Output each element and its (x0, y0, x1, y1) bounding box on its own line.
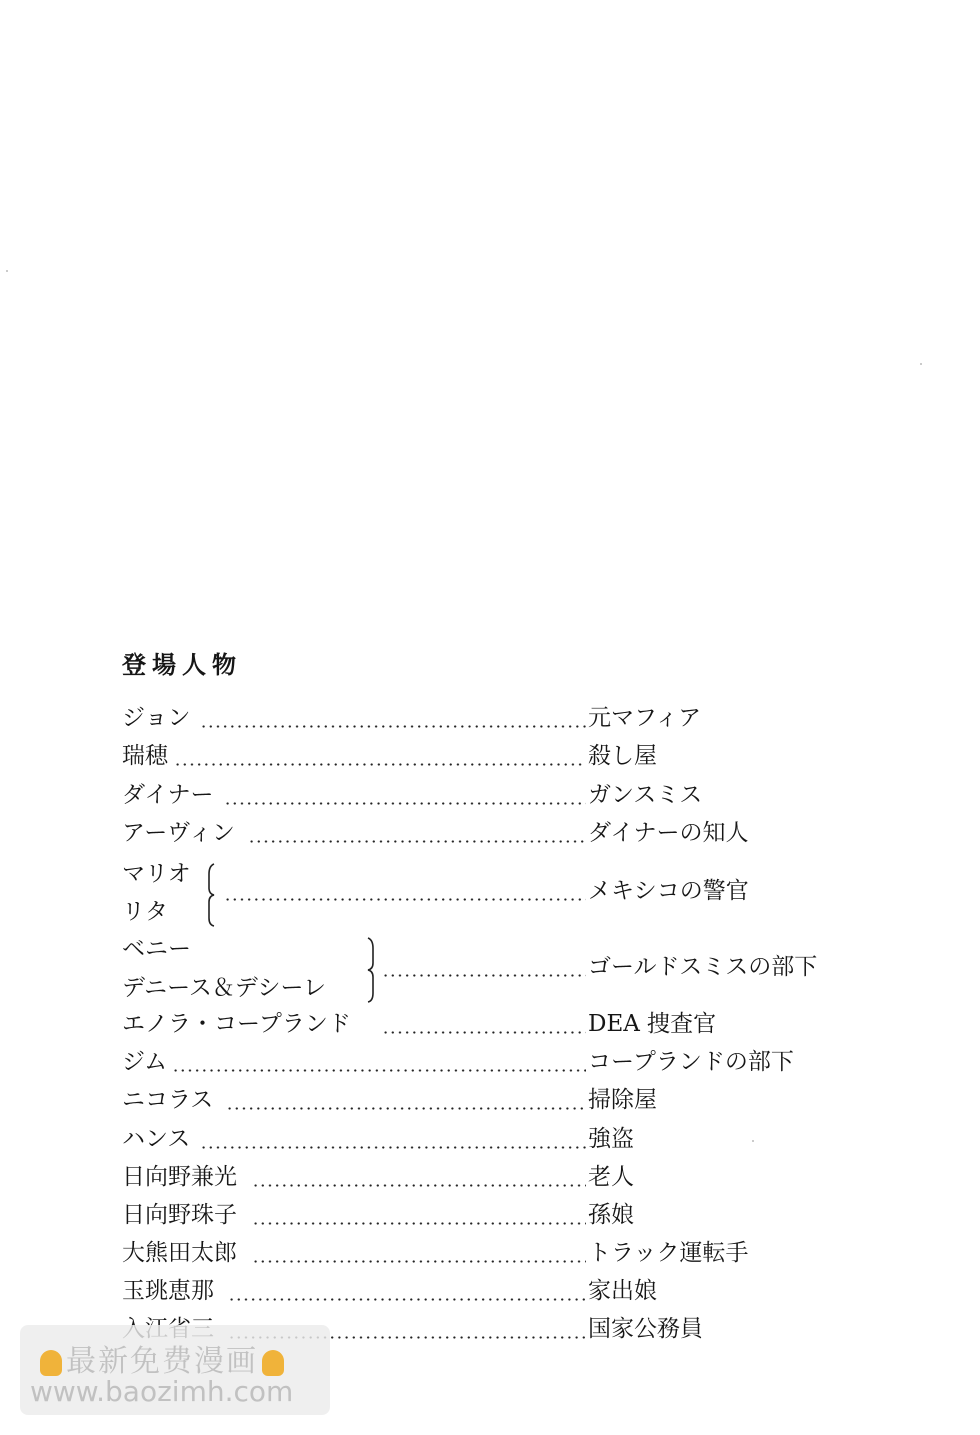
character-name: ハンス (122, 1120, 192, 1158)
character-name: 瑞穂 (122, 737, 170, 775)
character-row (0, 872, 980, 910)
leader-dots (248, 840, 586, 843)
character-row (0, 1081, 980, 1119)
character-role: 掃除屋 (588, 1087, 657, 1113)
character-row (0, 1272, 980, 1310)
character-role: 国家公務員 (588, 1316, 703, 1342)
character-name: デニース＆デシーレ (122, 975, 327, 1001)
character-name: ジム (122, 1043, 169, 1081)
character-role: トラック運転手 (588, 1240, 749, 1266)
leader-dots (382, 1031, 586, 1034)
character-role: ガンスミス (588, 782, 703, 808)
character-role: 元マフィア (588, 705, 702, 731)
character-role: 老人 (588, 1164, 634, 1190)
character-role: 家出娘 (588, 1278, 657, 1304)
character-role: メキシコの警官 (588, 878, 749, 904)
character-name: ニコラス (122, 1081, 215, 1119)
character-row (0, 814, 980, 852)
character-role: ダイナーの知人 (588, 820, 749, 846)
character-name: リタ (122, 899, 168, 925)
leader-dots (200, 725, 586, 728)
character-role: コープランドの部下 (588, 1049, 794, 1075)
character-row (0, 1005, 980, 1043)
character-row (0, 948, 980, 986)
leader-dots (252, 1260, 586, 1263)
leader-dots (224, 802, 586, 805)
leader-dots (252, 1184, 586, 1187)
character-row (0, 1158, 980, 1196)
leader-dots (224, 898, 586, 901)
character-row (0, 1196, 980, 1234)
character-row (0, 776, 980, 814)
character-role: 殺し屋 (588, 743, 657, 769)
character-name: エノラ・コープランド (122, 1005, 353, 1043)
character-name: マリオ (122, 861, 191, 887)
leader-dots (200, 1146, 586, 1149)
character-name: 日向野珠子 (122, 1196, 239, 1234)
scan-speck (6, 270, 8, 272)
leader-dots (172, 1069, 586, 1072)
leader-dots (382, 974, 586, 977)
watermark-url: www.baozimh.com (30, 1375, 294, 1408)
scan-speck (920, 363, 922, 365)
character-row (0, 1120, 980, 1158)
character-row (0, 737, 980, 775)
watermark-text: 最新免费漫画 (66, 1344, 258, 1379)
character-name: ベニー (122, 936, 191, 962)
character-name: 大熊田太郎 (122, 1234, 239, 1272)
character-name: 日向野兼光 (122, 1158, 239, 1196)
character-role: 強盗 (588, 1126, 634, 1152)
leader-dots (228, 1298, 586, 1301)
character-row (0, 699, 980, 737)
character-row (0, 1234, 980, 1272)
character-name: アーヴィン (122, 814, 237, 852)
leader-dots (174, 763, 586, 766)
leader-dots (252, 1222, 586, 1225)
leader-dots (226, 1107, 586, 1110)
page-title: 登場人物 (122, 651, 242, 679)
character-name: ジョン (122, 699, 193, 737)
character-name: 玉珧恵那 (122, 1272, 216, 1310)
pointing-down-hand-icon (40, 1350, 62, 1376)
character-name: ダイナー (122, 776, 216, 814)
character-role: 孫娘 (588, 1202, 634, 1228)
character-role: DEA 捜査官 (588, 1011, 717, 1037)
pointing-down-hand-icon (262, 1350, 284, 1376)
character-row (0, 1043, 980, 1081)
watermark-banner (36, 1336, 288, 1380)
character-role: ゴールドスミスの部下 (588, 954, 818, 980)
